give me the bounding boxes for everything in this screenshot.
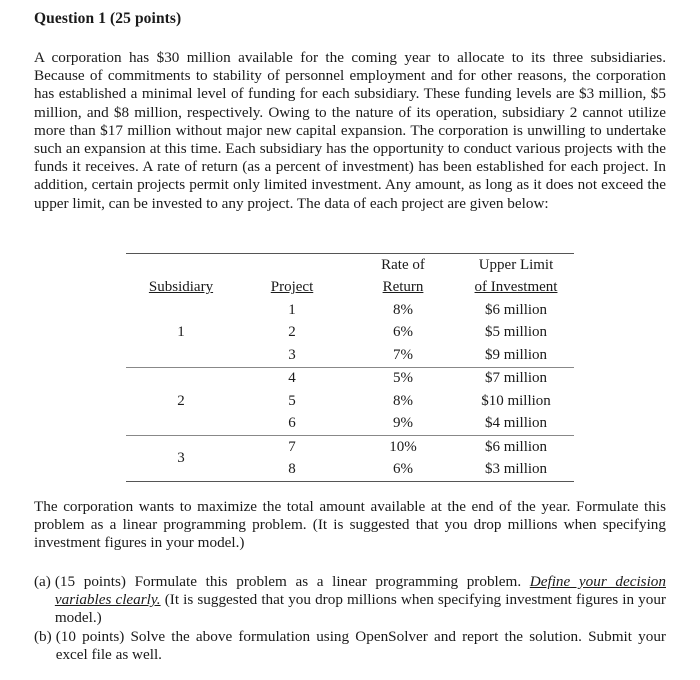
part-a-emphasis: Define your decision variables clearly. <box>54 573 666 609</box>
rate-cell: 7% <box>393 346 413 363</box>
question-heading: Question 1 (25 points) <box>34 10 182 27</box>
upper-limit-cell: $10 million <box>481 392 551 409</box>
part-a-label: (a) <box>34 573 51 590</box>
project-cell: 7 <box>236 436 348 459</box>
upper-limit-cell: $6 million <box>458 436 574 459</box>
rate-cell: 8% <box>393 301 413 318</box>
project-cell: 6 <box>288 415 296 432</box>
project-cell: 3 <box>288 346 296 363</box>
rate-cell: 9% <box>393 415 413 432</box>
project-cell: 4 <box>236 367 348 390</box>
rate-cell: 10% <box>348 436 458 459</box>
header-rate-line2: Return <box>382 279 424 296</box>
upper-limit-cell: $4 million <box>484 415 548 432</box>
rate-cell: 6% <box>348 459 458 482</box>
part-b-label: (b) <box>34 627 52 645</box>
rate-cell: 8% <box>393 392 413 409</box>
project-cell: 8 <box>236 459 348 482</box>
table-row <box>126 367 574 390</box>
problem-statement: A corporation has $30 million available for the coming year to allocate to its three subsidiaries. Because of commitments to stability of personnel employment and for other reasons, the corporation has established a minimal level of funding for each subsidiary. These funding levels are $3 million, $5 million, and $8 million, respectively. Owing to the nature of its operation, subsidiary 2 cannot utilize more than $17 million without major new capital expansion. The corporation is unwilling to undertake such an expansion at this time. Each subsidiary has the opportunity to conduct various projects with the funds it receives. A rate of return (as a percent of investment) has been established for each project. In addition, certain projects permit only limited investment. Any amount, as long as it does not exceed the upper limit, can be invested to any project. The data of each project are given below: <box>34 49 666 212</box>
subsidiary-cell: 2 <box>126 367 236 436</box>
subsidiary-cell: 1 <box>177 324 185 341</box>
project-data-table <box>126 253 574 482</box>
project-cell: 1 <box>288 301 296 318</box>
header-subsidiary: Subsidiary <box>148 279 214 296</box>
part-b <box>34 628 666 664</box>
project-cell: 2 <box>288 324 296 341</box>
table-row <box>126 436 574 459</box>
part-b-text: (10 points) Solve the above formulation using OpenSolver and report the solution. Submit your excel file as well. <box>55 627 666 663</box>
upper-limit-cell: $9 million <box>484 346 548 363</box>
header-upper-line2: of Investment <box>474 279 558 296</box>
part-a <box>34 573 666 628</box>
header-rate-line1: Rate of <box>348 254 458 277</box>
upper-limit-cell: $7 million <box>458 367 574 390</box>
header-upper-line1: Upper Limit <box>458 254 574 277</box>
subsidiary-cell: 3 <box>126 436 236 482</box>
upper-limit-cell: $3 million <box>458 459 574 482</box>
part-a-note: (It is suggested that you drop millions when specifying investment figures in your model.) <box>54 591 666 627</box>
table-row <box>126 299 574 322</box>
part-a-text: (15 points) Formulate this problem as a linear programming problem. <box>54 573 530 590</box>
upper-limit-cell: $5 million <box>484 324 548 341</box>
question-parts <box>34 573 666 664</box>
rate-cell: 6% <box>393 324 413 341</box>
rate-cell: 5% <box>348 367 458 390</box>
header-project: Project <box>270 279 314 296</box>
project-cell: 5 <box>288 392 296 409</box>
upper-limit-cell: $6 million <box>484 301 548 318</box>
objective-statement: The corporation wants to maximize the total amount available at the end of the year. Formulate this problem as a linear programming problem. (It is suggested that you drop millions when specifying investment figures in your model.) <box>34 498 666 552</box>
